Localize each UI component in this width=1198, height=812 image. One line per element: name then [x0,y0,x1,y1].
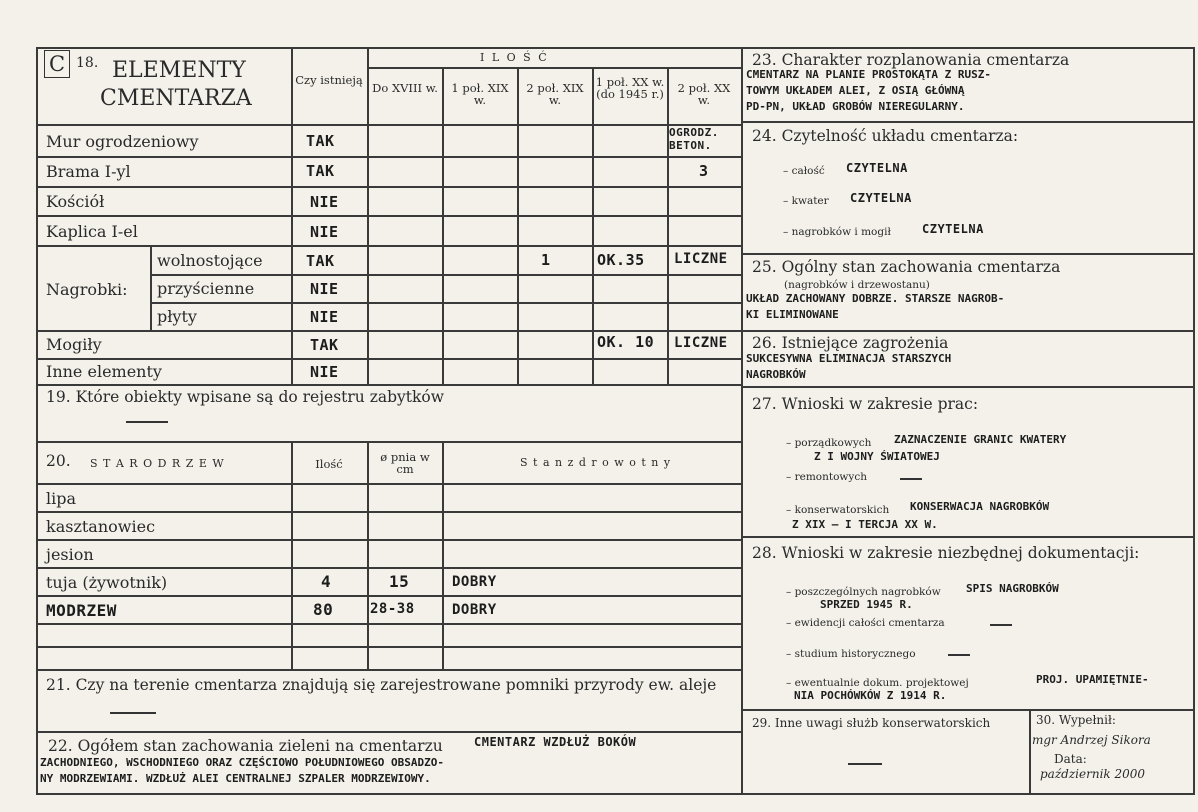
row-mogily: Mogiły [46,335,102,354]
row-line-4 [36,245,741,247]
ilosc-sub-line [367,67,741,69]
s28-label: 28. Wnioski w zakresie niezbędnej dokumentacji: [752,544,1140,562]
s23-line1: CMENTARZ NA PLANIE PROSTOKĄTA Z RUSZ- [746,68,992,81]
mogily-1pol-xx: OK. 10 [597,333,655,351]
s24-calosc-label: – całość [783,165,825,177]
s25-line2: KI ELIMINOWANE [746,308,839,321]
s22-line2: ZACHODNIEGO, WSCHODNIEGO ORAZ CZĘŚCIOWO POŁUDNIOWEGO OBSADZO- [40,756,444,769]
s18-number: 18. [76,55,99,71]
row-kaplica: Kaplica I-el [46,222,138,241]
s30-date: październik 2000 [1040,767,1146,781]
tree-kasztanowiec: kasztanowiec [46,517,156,536]
mogily-czy: TAK [310,336,339,354]
s30-name: mgr Andrzej Sikora [1032,733,1151,747]
s27-konserw1: KONSERWACJA NAGROBKÓW [910,500,1050,513]
mogily-2pol-xx: LICZNE [674,335,728,351]
s20-h5 [36,595,741,597]
row-inne: Inne elementy [46,362,162,381]
s20-col-pnia: ø pnia w cm [380,450,430,476]
border-top [36,47,1195,49]
s20-v1 [291,441,293,669]
s19-label: 19. Które obiekty wpisane są do rejestru zabytków [46,388,445,406]
s29-dash [848,763,882,765]
row-plyty: płyty [157,307,197,326]
s27-remont-dash [900,478,922,480]
s23-label: 23. Charakter rozplanowania cmentarza [752,51,1070,69]
card-letter: C [44,50,70,78]
row-line-6 [150,302,741,304]
s24-kwater: CZYTELNA [850,191,912,205]
grid-v4 [517,67,519,384]
r-h3 [741,330,1193,332]
row-mur: Mur ogrodzeniowy [46,132,199,151]
s25-label: 25. Ogólny stan zachowania cmentarza [752,258,1061,276]
s24-kwater-label: – kwater [783,195,829,207]
col-1pol-xx: 1 poł. XX w. (do 1945 r.) [595,75,665,101]
row-brama: Brama I-yl [46,162,131,181]
column-divider [741,47,743,795]
s18-title-2: CMENTARZA [100,86,252,111]
grid-v3 [442,67,444,384]
row-line-8 [36,358,741,360]
s28-studium-label: – studium historycznego [786,648,916,660]
s28-ewent2: NIA POCHÓWKÓW Z 1914 R. [794,689,947,702]
s20-col-ilosc: Ilość [315,457,343,471]
s27-remont-label: – remontowych [786,471,867,483]
s23-line3: PD-PN, UKŁAD GROBÓW NIEREGULARNY. [746,100,965,113]
s28-ewent1: PROJ. UPAMIĘTNIE- [1036,673,1149,686]
s27-porz-label: – porządkowych [786,437,872,449]
s21-bottom-line [36,731,741,733]
r-h6 [741,709,1193,711]
row-line-1 [36,156,741,158]
row-line-3 [36,215,741,217]
border-right [1193,47,1195,795]
tree-jesion: jesion [46,545,94,564]
s28-poszcz-label: – poszczególnych nagrobków [786,586,941,598]
r-v-29-30 [1029,709,1031,794]
s20-number: 20. [46,452,71,470]
s24-nagrobkow-label: – nagrobków i mogił [783,226,891,238]
s30-data-label: Data: [1054,752,1087,766]
tuja-ilosc: 4 [321,572,332,591]
plyty-czy: NIE [310,308,339,326]
wolno-1pol-xx: OK.35 [597,251,645,269]
s20-v3 [442,441,444,669]
s18-title-1: ELEMENTY [112,58,246,83]
kosciol-czy: NIE [310,193,339,211]
przysc-czy: NIE [310,280,339,298]
modrzew-pien: 28-38 [370,601,415,617]
mur-2pol-xx: OGRODZ. BETON. [669,126,719,152]
border-bottom [36,793,1195,795]
s25-line1: UKŁAD ZACHOWANY DOBRZE. STARSZE NAGROB- [746,292,1005,305]
border-left [36,47,38,795]
tuja-stan: DOBRY [452,574,497,590]
grid-v6 [667,67,669,384]
wolno-2pol-xx: LICZNE [674,251,728,267]
s28-poszcz2: SPRZED 1945 R. [820,598,913,611]
tree-lipa: lipa [46,489,77,508]
row-line-9 [36,384,741,386]
row-line-7 [36,330,741,332]
mur-czy: TAK [306,132,335,150]
s24-nagrobkow: CZYTELNA [922,222,984,236]
tree-tuja: tuja (żywotnik) [46,573,168,592]
kaplica-czy: NIE [310,223,339,241]
s24-calosc: CZYTELNA [846,161,908,175]
s20-title: S T A R O D R Z E W [90,457,225,470]
col-do-xviii: Do XVIII w. [372,81,438,95]
r-h4 [741,386,1193,388]
s28-ewent-label: – ewentualnie dokum. projektowej [786,677,969,689]
tree-modrzew: MODRZEW [46,601,117,620]
nagrobki-divider [150,245,152,330]
s29-label: 29. Inne uwagi służb konserwatorskich [752,716,991,730]
s20-v2 [367,441,369,669]
s19-dash [126,421,168,423]
ilosc-header: I L O Ś Ć [480,51,549,64]
brama-2pol-xx: 3 [699,162,709,180]
grid-v5 [592,67,594,384]
wolno-2pol-xix: 1 [541,251,551,269]
s20-h6 [36,623,741,625]
tuja-pien: 15 [389,572,410,591]
s28-studium-dash [948,654,970,656]
col-2pol-xx: 2 poł. XX w. [677,81,731,107]
wolno-czy: TAK [306,252,335,270]
s28-ewid-dash [990,624,1012,626]
s20-bottom-line [36,669,741,671]
s27-konserw2: Z XIX – I TERCJA XX W. [792,518,938,531]
modrzew-ilosc: 80 [313,600,334,619]
s21-label: 21. Czy na terenie cmentarza znajdują się zarejestrowane pomniki przyrody ew. aleje [46,676,717,694]
s26-line2: NAGROBKÓW [746,368,806,381]
col-1pol-xix: 1 poł. XIX w. [451,81,509,107]
inne-czy: NIE [310,363,339,381]
s20-col-stan: S t a n z d r o w o t n y [520,456,672,469]
row-wolnostojace: wolnostojące [157,251,263,270]
s27-porz1: ZAZNACZENIE GRANIC KWATERY [894,433,1067,446]
row-nagrobki: Nagrobki: [46,280,128,299]
s27-porz2: Z I WOJNY ŚWIATOWEJ [814,450,940,463]
s27-konserw-label: – konserwatorskich [786,504,890,516]
s22-line3: NY MODRZEWIAMI. WZDŁUŻ ALEI CENTRALNEJ SZPALER MODRZEWIOWY. [40,772,431,785]
row-kosciol: Kościół [46,192,105,211]
s28-ewid-label: – ewidencji całości cmentarza [786,617,945,629]
s20-h4 [36,567,741,569]
col-2pol-xix: 2 poł. XIX w. [526,81,584,107]
s19-bottom-line [36,441,741,443]
s22-label: 22. Ogółem stan zachowania zieleni na cmentarzu [48,737,443,755]
s30-label: 30. Wypełnił: [1036,713,1116,727]
s20-h1 [36,483,741,485]
s18-header-line [36,124,741,126]
s20-h7 [36,646,741,648]
s20-h2 [36,511,741,513]
r-h5 [741,536,1193,538]
s27-label: 27. Wnioski w zakresie prac: [752,395,979,413]
s28-poszcz1: SPIS NAGROBKÓW [966,582,1059,595]
brama-czy: TAK [306,162,335,180]
row-line-2 [36,186,741,188]
s22-line1: CMENTARZ WZDŁUŻ BOKÓW [474,735,637,749]
modrzew-stan: DOBRY [452,602,497,618]
r-h1 [741,121,1193,123]
s24-label: 24. Czytelność układu cmentarza: [752,127,1019,145]
s25-sub: (nagrobków i drzewostanu) [784,279,930,291]
s20-h3 [36,539,741,541]
row-przyscienne: przyścienne [157,279,255,298]
col-czy-istnieja: Czy istnieją [295,73,363,87]
r-h2 [741,253,1193,255]
s26-line1: SUKCESYWNA ELIMINACJA STARSZYCH [746,352,952,365]
s26-label: 26. Istniejące zagrożenia [752,334,949,352]
s23-line2: TOWYM UKŁADEM ALEI, Z OSIĄ GŁÓWNĄ [746,84,965,97]
s21-dash [110,712,156,714]
row-line-5 [150,274,741,276]
